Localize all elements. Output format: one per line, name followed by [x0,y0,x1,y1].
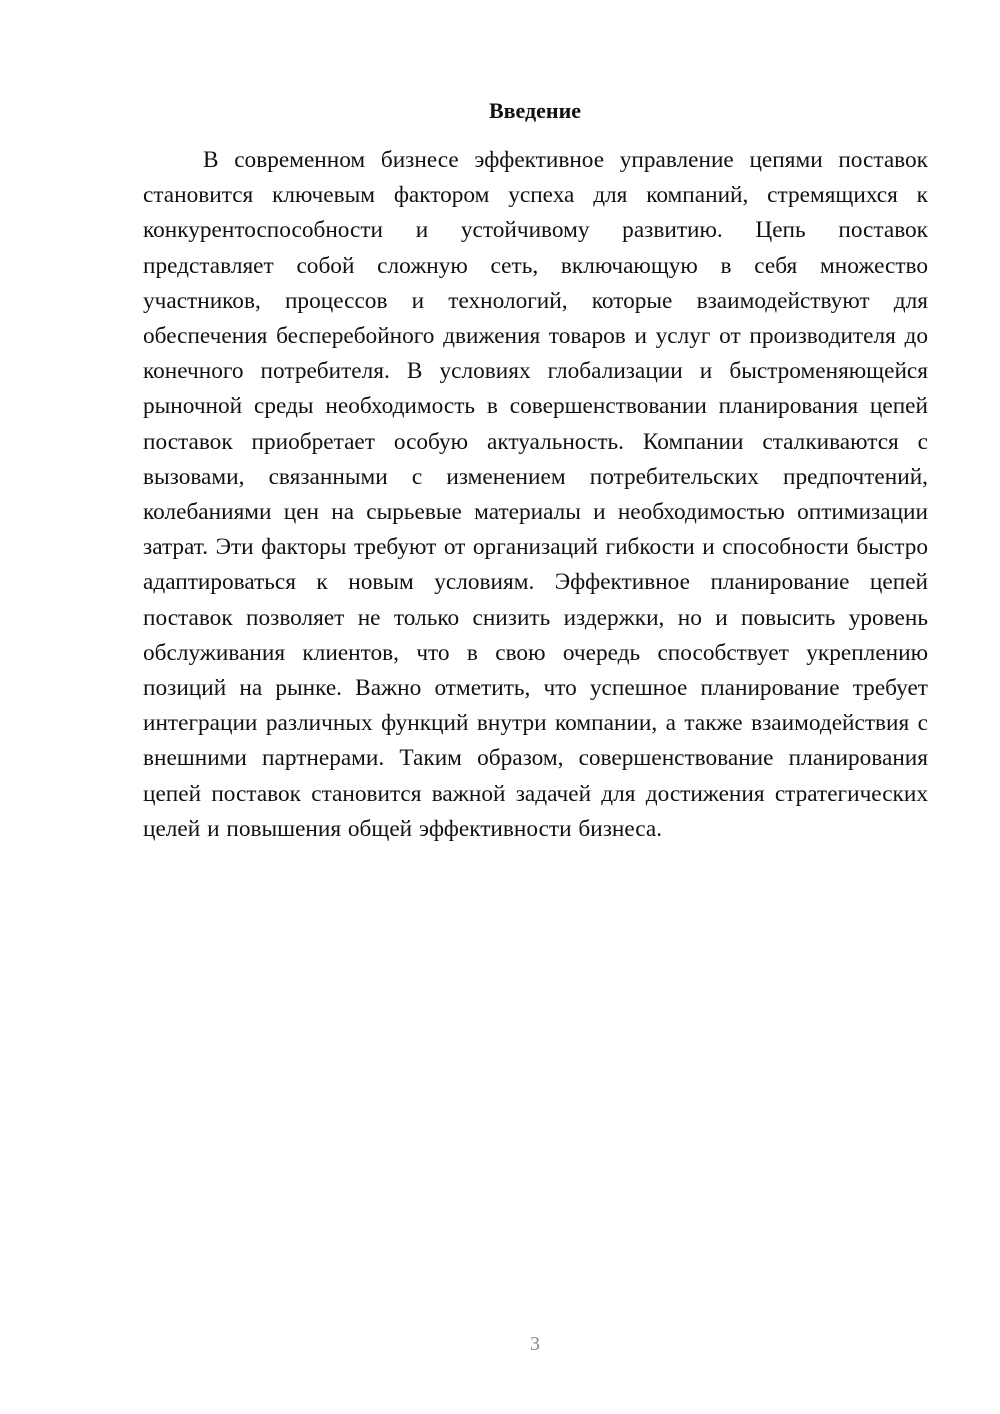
body-paragraph: В современном бизнесе эффективное управление цепями поставок становится ключевым фактором успеха для компаний, стремящихся к конкурентоспособности и устойчивому развитию. Цепь поставок представляет собой сложную сеть, включающую в себя множество участников, процессов и технологий, которые взаимодействуют для обеспечения бесперебойного движения товаров и услуг от производителя до конечного потребителя. В условиях глобализации и быстроменяющейся рыночной среды необходимость в совершенствовании планирования цепей поставок приобретает особую актуальность. Компании сталкиваются с вызовами, связанными с изменением потребительских предпочтений, колебаниями цен на сырьевые материалы и необходимостью оптимизации затрат. Эти факторы требуют от организаций гибкости и способности быстро адаптироваться к новым условиям. Эффективное планирование цепей поставок позволяет не только снизить издержки, но и повысить уровень обслуживания клиентов, что в свою очередь способствует укреплению позиций на рынке. Важно отметить, что успешное планирование требует интеграции различных функций внутри компании, а также взаимодействия с внешними партнерами. Таким образом, совершенствование планирования цепей поставок становится важной задачей для достижения стратегических целей и повышения общей эффективности бизнеса. [143,147,928,842]
section-heading: Введение [488,98,582,123]
page-number: 3 [530,1333,540,1355]
